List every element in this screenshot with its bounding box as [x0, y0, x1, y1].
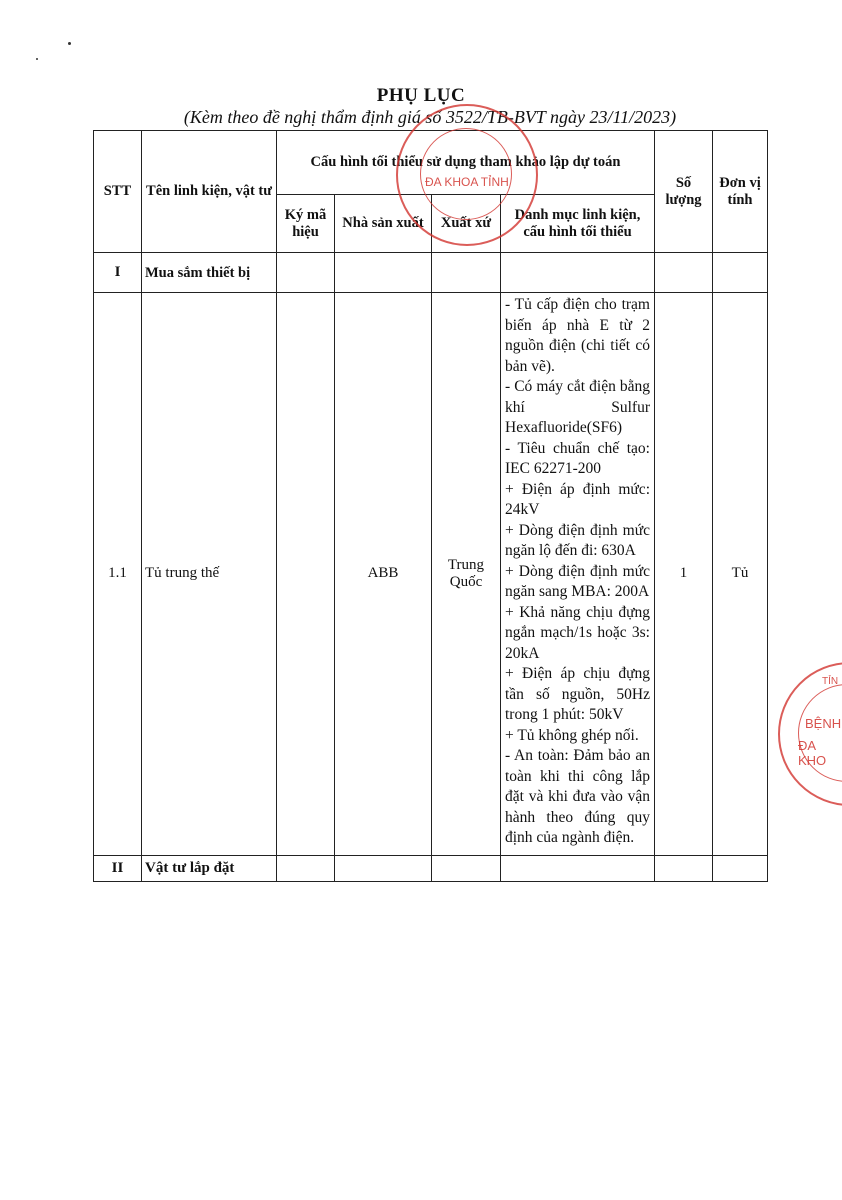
- spec-line: - Tiêu chuẩn chế tạo: IEC 62271-200: [505, 439, 650, 477]
- page-title: PHỤ LỤC: [376, 85, 466, 106]
- spec-line: + Khả năng chịu đựng ngắn mạch/1s hoặc 3s: 20kA: [505, 603, 650, 662]
- header-maker: Nhà sản xuất: [335, 195, 432, 253]
- spec-line: - An toàn: Đảm bảo an toàn khi thi công lắp đặt và khi đưa vào vận hành theo đúng quy định của ngành điện.: [505, 747, 650, 846]
- scan-speck: [36, 58, 38, 60]
- section-1-stt: I: [94, 253, 142, 293]
- spec-line: + Dòng điện định mức ngăn sang MBA: 200A: [505, 562, 650, 600]
- section-2-name: Vật tư lắp đặt: [142, 855, 277, 881]
- empty-cell: [277, 855, 335, 881]
- item-maker: ABB: [335, 293, 432, 856]
- empty-cell: [432, 253, 501, 293]
- spec-line: + Điện áp định mức: 24kV: [505, 480, 650, 518]
- item-qty: 1: [655, 293, 713, 856]
- empty-cell: [335, 253, 432, 293]
- item-origin: Trung Quốc: [432, 293, 501, 856]
- scan-speck: [68, 42, 71, 45]
- empty-cell: [713, 855, 768, 881]
- empty-cell: [501, 253, 655, 293]
- spec-line: + Tủ không ghép nối.: [505, 726, 639, 744]
- spec-line: - Có máy cắt điện bằng khí Sulfur Hexafluoride(SF6): [505, 378, 650, 436]
- header-unit: Đơn vị tính: [713, 131, 768, 253]
- page-subtitle: (Kèm theo đề nghị thẩm định giá số 3522/TB-BVT ngày 23/11/2023): [183, 107, 677, 127]
- item-row: [94, 293, 768, 856]
- header-qty: Số lượng: [655, 131, 713, 253]
- header-name: Tên linh kiện, vật tư: [142, 131, 277, 253]
- item-name: Tủ trung thế: [142, 293, 277, 856]
- section-row-2: [94, 855, 768, 881]
- header-origin: Xuất xứ: [432, 195, 501, 253]
- empty-cell: [501, 855, 655, 881]
- spec-line: - Tủ cấp điện cho trạm biến áp nhà E từ 2 nguồn điện (chi tiết có bản vẽ).: [505, 296, 650, 375]
- spec-line: + Dòng điện định mức ngăn lộ đến đi: 630A: [505, 521, 650, 559]
- item-unit: Tủ: [713, 293, 768, 856]
- empty-cell: [335, 855, 432, 881]
- section-row-1: [94, 253, 768, 293]
- section-2-stt: II: [94, 855, 142, 881]
- empty-cell: [713, 253, 768, 293]
- seal-right-text-1: BỆNH: [805, 716, 842, 731]
- hospital-seal-top-inner: [420, 128, 512, 220]
- seal-right-text-2: ĐA KHO: [798, 738, 827, 768]
- appendix-table: [93, 130, 768, 882]
- item-spec: [501, 293, 655, 856]
- empty-cell: [655, 253, 713, 293]
- section-1-name: Mua sắm thiết bị: [142, 253, 277, 293]
- empty-cell: [432, 855, 501, 881]
- empty-cell: [277, 253, 335, 293]
- seal-right-text-top: TỈN: [822, 676, 839, 687]
- seal-top-text: ĐA KHOA TỈNH: [425, 175, 509, 189]
- spec-line: + Điện áp chịu đựng tần số nguồn, 50Hz trong 1 phút: 50kV: [505, 665, 650, 723]
- item-stt: 1.1: [94, 293, 142, 856]
- header-symbol: Ký mã hiệu: [277, 195, 335, 253]
- header-stt: STT: [94, 131, 142, 253]
- header-config: Cấu hình tối thiểu sử dụng tham khảo lập dự toán: [277, 131, 655, 195]
- header-spec: Danh mục linh kiện, cấu hình tối thiểu: [501, 195, 655, 253]
- empty-cell: [655, 855, 713, 881]
- item-symbol: [277, 293, 335, 856]
